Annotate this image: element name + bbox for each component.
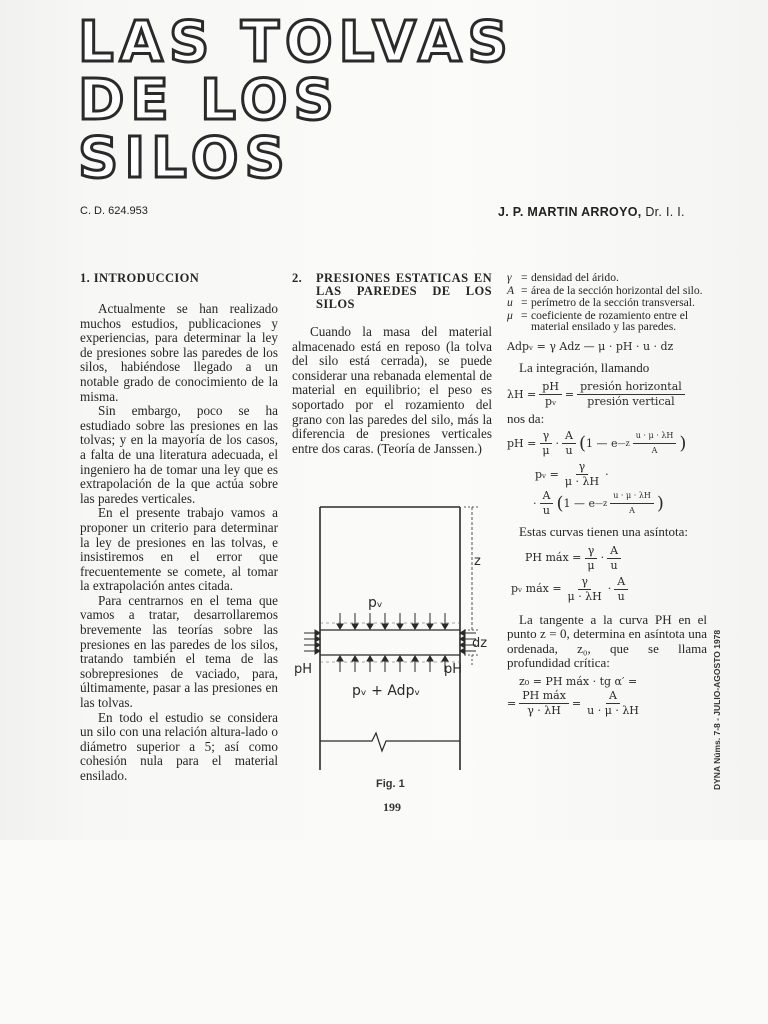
label-pv: pᵥ xyxy=(368,595,383,611)
frac-num: PH máx xyxy=(519,690,569,704)
def-symbol: u xyxy=(507,296,513,310)
frac-den: u xyxy=(542,504,551,518)
frac-den: u xyxy=(610,558,618,572)
equals: = xyxy=(571,696,582,710)
page-number: 199 xyxy=(383,800,401,814)
section-2-title: PRESIONES ESTATICAS EN LAS PAREDES DE LOS SILOS xyxy=(316,271,492,311)
intro-paragraph: Sin embargo, poco se ha estudiado sobre las presiones en las tolvas; y en la mayoría de los casos, a falta de una literatura adecuada, el ingeniero ha de tomar una ley que es extrapolación de la que actúa sobre las paredes verticales. xyxy=(80,403,278,506)
section-1-heading: 1. INTRODUCCION xyxy=(80,271,200,285)
exp-fraction xyxy=(633,430,677,457)
silo-diagram xyxy=(292,495,502,785)
frac-num: u · μ · λH xyxy=(633,430,677,444)
symbol-definitions xyxy=(507,272,707,333)
gamma-over-mu xyxy=(584,545,597,572)
frac-den: γ · λH xyxy=(527,704,561,717)
pvmax-label: pᵥ máx = xyxy=(511,582,562,596)
frac-den: presión vertical xyxy=(587,394,675,408)
def-symbol: γ xyxy=(507,271,512,284)
pvmax-equation: pᵥ máx = $\frac{\gamma}{\mu \cdot \lambda H}$ · $\frac{A}{u}$ xyxy=(511,576,707,603)
frac-num: A xyxy=(540,490,554,504)
frac-den: μ xyxy=(587,558,595,572)
label-pv-sum: pᵥ + Adpᵥ xyxy=(352,683,421,699)
def-text: área de la sección horizontal del silo. xyxy=(531,283,703,297)
title-line-2: DE LOS SILOS xyxy=(78,68,340,191)
figure-1 xyxy=(292,495,502,795)
asymptote-text: Estas curvas tienen una asíntota: xyxy=(519,524,688,540)
gamma-over-mulambda xyxy=(565,576,605,603)
def-symbol: μ xyxy=(507,308,513,322)
phmax-equation: PH máx = $\frac{\gamma}{\mu}$ · $\frac{A}{u}$ xyxy=(525,545,707,572)
frac-den: μ · λH xyxy=(567,589,602,603)
ph-equation: pH = $\frac{\gamma}{\mu}$ · $\frac{A}{u}$ ( 1 — e —z $\frac{u \cdot \mu \cdot \lambda H}{A}$ ) xyxy=(507,429,687,458)
equals: = xyxy=(564,387,575,401)
section-2-number: 2. xyxy=(292,271,303,285)
a-over-u xyxy=(540,490,554,517)
phmax-fraction xyxy=(519,690,569,717)
ph-label: pH = xyxy=(507,437,537,451)
phmax-label: PH máx = xyxy=(525,551,582,565)
intro-paragraph: En el presente trabajo vamos a proponer un criterio para determinar la ley de presiones en las tolvas, e insistiremos en el error que frecuentemente se comete, al tomar la extrapolación antes citada. xyxy=(80,505,278,594)
frac-num: γ xyxy=(576,461,589,475)
frac-num: u · μ · λH xyxy=(610,490,654,504)
lambda-ratio xyxy=(577,381,685,408)
definition-item: A = área de la sección horizontal del silo. xyxy=(507,285,707,297)
lambda-equation xyxy=(507,381,707,408)
intro-paragraph: Actualmente se han realizado muchos estudios, publicaciones y experiencias, para determinar la ley de presiones sobre las paredes de los silos, habiéndose llegado a un notable grado de conocimiento de la misma. xyxy=(80,301,278,404)
def-text: perímetro de la sección transversal. xyxy=(531,296,695,310)
frac-den: A xyxy=(651,446,658,456)
frac-den: u · μ · λH xyxy=(587,704,639,717)
integration-text: La integración, llamando xyxy=(519,359,650,375)
frac-den: u xyxy=(565,444,573,458)
frac-num: γ xyxy=(578,576,591,590)
frac-num: A xyxy=(606,690,620,704)
one-minus-e: 1 — e xyxy=(586,437,618,451)
a-over-u xyxy=(562,430,576,457)
frac-num: A xyxy=(607,545,621,559)
z0-equation: z₀ = PH máx · tg α′ = xyxy=(519,675,638,689)
a-over-umul xyxy=(584,690,642,717)
def-text: coeficiente de rozamiento entre el material ensilado y las paredes. xyxy=(531,308,689,334)
label-z: z xyxy=(474,554,481,569)
column-equations xyxy=(507,272,707,717)
frac-den: μ xyxy=(542,444,550,458)
silo-break-line xyxy=(320,733,460,751)
gamma-over-mu xyxy=(539,430,552,457)
lambda-fraction xyxy=(539,381,562,408)
exp-fraction xyxy=(610,490,654,517)
definition-item: u = perímetro de la sección transversal. xyxy=(507,297,707,309)
a-over-u xyxy=(607,545,621,572)
frac-num: A xyxy=(562,430,576,444)
title-line-1: LAS TOLVAS xyxy=(78,10,514,75)
one-minus-e: 1 — e xyxy=(563,497,595,511)
section-2-paragraph: Cuando la masa del material almacenado está en reposo (la tolva del silo está cerrada), se puede considerar una rebanada elemental de material en equilibrio; el peso es soportado por el rozamiento del grano con las paredes del silo, más la diferencia de presiones verticales entre dos caras. (Teoría de Janssen.) xyxy=(292,324,492,456)
frac-den: pᵥ xyxy=(545,394,557,408)
frac-num: γ xyxy=(585,545,598,559)
frac-den: μ · λH xyxy=(564,475,600,489)
author-name: J. P. MARTIN ARROYO, xyxy=(498,205,642,219)
frac-num: pH xyxy=(539,381,562,395)
pv-equation-cont: · $\frac{A}{u}$ ( 1 — e —z $\frac{u \cdot \mu \cdot \lambda H}{A}$ ) xyxy=(533,489,664,518)
journal-sidebar: DYNA Núms. 7-8 - JULIO-AGOSTO 1978 xyxy=(712,629,722,790)
equilibrium-equation: Adpᵥ = γ Adz — μ · pH · u · dz xyxy=(507,339,674,353)
gamma-over-mulambda xyxy=(562,461,602,488)
pv-plus-arrows xyxy=(337,656,448,672)
pv-label: pᵥ = xyxy=(535,468,559,482)
pv-equation: pᵥ = $\frac{\gamma}{\mu \cdot \lambda H}$ · xyxy=(535,460,609,489)
frac-num: A xyxy=(614,576,628,590)
exp-z: —z xyxy=(595,499,608,509)
lambda-label: λH = xyxy=(507,387,537,401)
author-degree: Dr. I. I. xyxy=(645,205,685,219)
a-over-u xyxy=(614,576,628,603)
frac-num: presión horizontal xyxy=(577,381,685,395)
tangent-text: La tangente a la curva PH en el punto z = 0, determina en asíntota una ordenada, z₀, que se llama profundidad crítica: xyxy=(507,611,707,670)
column-static-pressures xyxy=(292,272,492,456)
author-line xyxy=(498,205,685,219)
intro-paragraph: Para centrarnos en el tema que vamos a tratar, desarrollaremos brevemente las teorías sobre las presiones en las paredes de los silos, tratando también el tema de las sobrepresiones de vaciado, para, últimamente, pasar a las presiones en las tolvas. xyxy=(80,592,278,711)
frac-den: A xyxy=(629,506,635,516)
classification-code: C. D. 624.953 xyxy=(80,205,148,217)
label-ph-right: pH xyxy=(444,662,463,677)
nos-da-text: nos da: xyxy=(507,410,545,426)
label-ph-left: pH xyxy=(294,662,313,677)
column-introduction xyxy=(80,272,278,784)
definition-item: γ = densidad del árido. xyxy=(507,272,707,284)
article-title xyxy=(78,10,538,191)
label-dz: dz xyxy=(472,636,488,651)
z0-equation-cont xyxy=(507,690,707,717)
pv-arrows xyxy=(337,613,448,629)
definition-item: μ = coeficiente de rozamiento entre el material ensilado y las paredes. xyxy=(507,310,707,333)
section-2-heading xyxy=(292,272,492,311)
intro-paragraph: En todo el estudio se considera un silo con una relación altura-lado o diámetro superior a 5; así como cohesión nula para el material ensilado. xyxy=(80,709,278,783)
ph-left-arrows xyxy=(304,630,320,654)
figure-caption: Fig. 1 xyxy=(376,778,405,790)
frac-num: γ xyxy=(540,430,553,444)
exp-z: —z xyxy=(617,439,630,449)
def-text: densidad del árido. xyxy=(531,271,619,284)
equals: = xyxy=(507,696,517,710)
def-symbol: A xyxy=(507,283,515,297)
frac-den: u xyxy=(617,589,625,603)
